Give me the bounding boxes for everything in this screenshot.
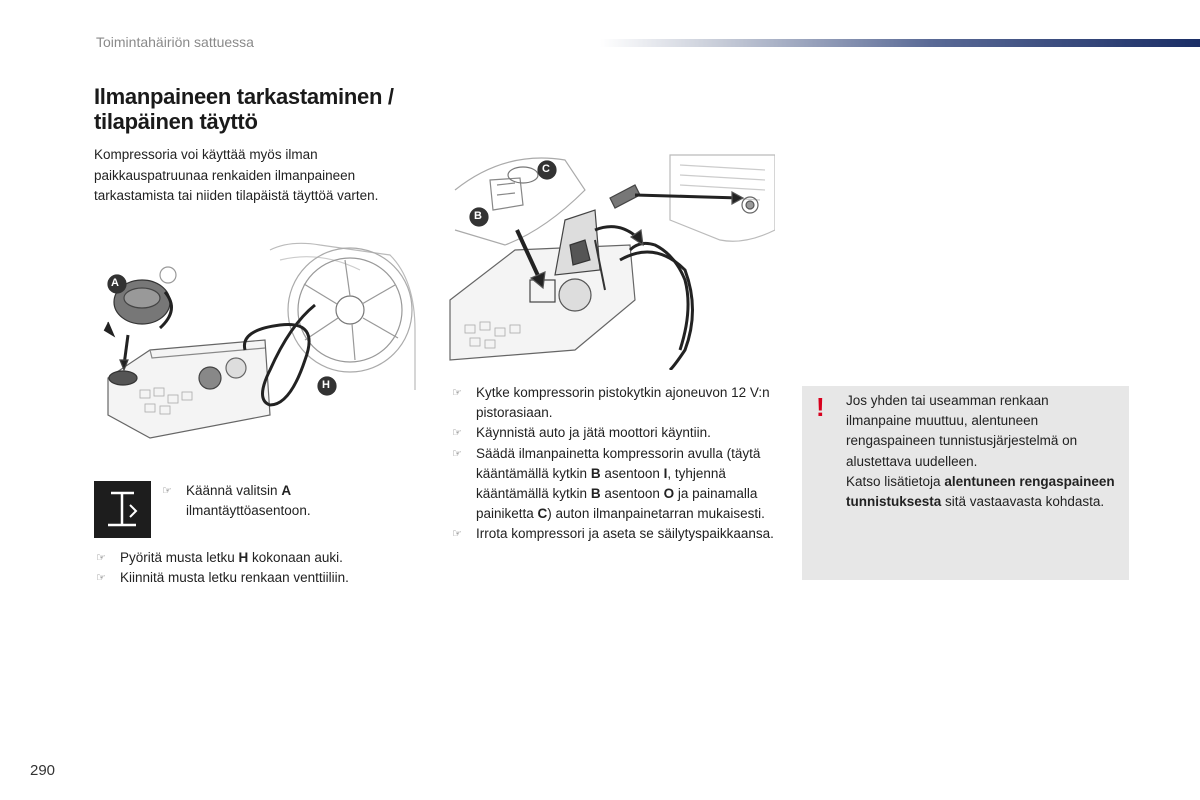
page-number: 290 xyxy=(30,762,56,779)
warning-note-text: Jos yhden tai useamman renkaan ilmanpaine muuttuu, alentuneen rengaspaineen tunnistusjärjestelmä on alustettava uudelleen. Katso lisätietoja alentuneen rengaspaineen tunnistuksesta sitä vastaavasta kohdasta. xyxy=(846,393,1115,510)
list-item: ☞ Kiinnitä musta letku renkaan venttiiliin. xyxy=(96,568,416,588)
figure2-label-c: C xyxy=(542,163,550,175)
intro-paragraph: Kompressoria voi käyttää myös ilman paikkauspatruunaa renkaiden ilmanpaineen tarkastamista tai niiden tilapäistä täyttöä varten. xyxy=(94,147,379,203)
compressor-socket-illustration xyxy=(445,150,775,370)
list-item: ☞ Pyöritä musta letku H kokonaan auki. xyxy=(96,548,416,568)
pointing-hand-icon: ☞ xyxy=(452,427,462,440)
list-item: ☞ Säädä ilmanpainetta kompressorin avulla (täytä kääntämällä kytkin B asentoon I, tyhjennä kääntämällä kytkin B asentoon O ja painamalla painiketta C) auton ilmanpainetarran mukaisesti. xyxy=(452,445,765,522)
title-line-2: tilapäinen täyttö xyxy=(94,109,258,134)
step-list-compressor xyxy=(452,383,782,545)
list-item: ☞ Käännä valitsin A ilmantäyttöasentoon. xyxy=(162,483,311,519)
step-list-hose xyxy=(96,548,416,588)
warning-exclamation-icon: ! xyxy=(816,392,825,422)
figure1-label-a: A xyxy=(111,277,119,289)
title-line-1: Ilmanpaineen tarkastaminen / xyxy=(94,84,394,109)
pointing-hand-icon: ☞ xyxy=(96,572,106,585)
figure1-label-h: H xyxy=(322,379,330,391)
pointing-hand-icon: ☞ xyxy=(452,528,462,541)
step-list-dial xyxy=(162,481,392,521)
list-item: ☞ Käynnistä auto ja jätä moottori käyntiin. xyxy=(452,423,782,443)
pointing-hand-icon: ☞ xyxy=(452,447,462,460)
inflate-position-pictogram xyxy=(94,481,151,538)
pointing-hand-icon: ☞ xyxy=(162,485,172,497)
page-title xyxy=(94,84,394,134)
header-gradient-bar xyxy=(600,39,1200,47)
list-item: ☞ Kytke kompressorin pistokytkin ajoneuvon 12 V:n pistorasiaan. xyxy=(452,385,770,421)
compressor-wheel-illustration xyxy=(90,240,420,450)
running-header: Toimintahäiriön sattuessa xyxy=(96,34,254,50)
pointing-hand-icon: ☞ xyxy=(96,552,106,564)
pointing-hand-icon: ☞ xyxy=(452,387,462,399)
figure2-label-b: B xyxy=(474,210,482,222)
list-item: ☞ Irrota kompressori ja aseta se säilytyspaikkaansa. xyxy=(452,524,782,544)
